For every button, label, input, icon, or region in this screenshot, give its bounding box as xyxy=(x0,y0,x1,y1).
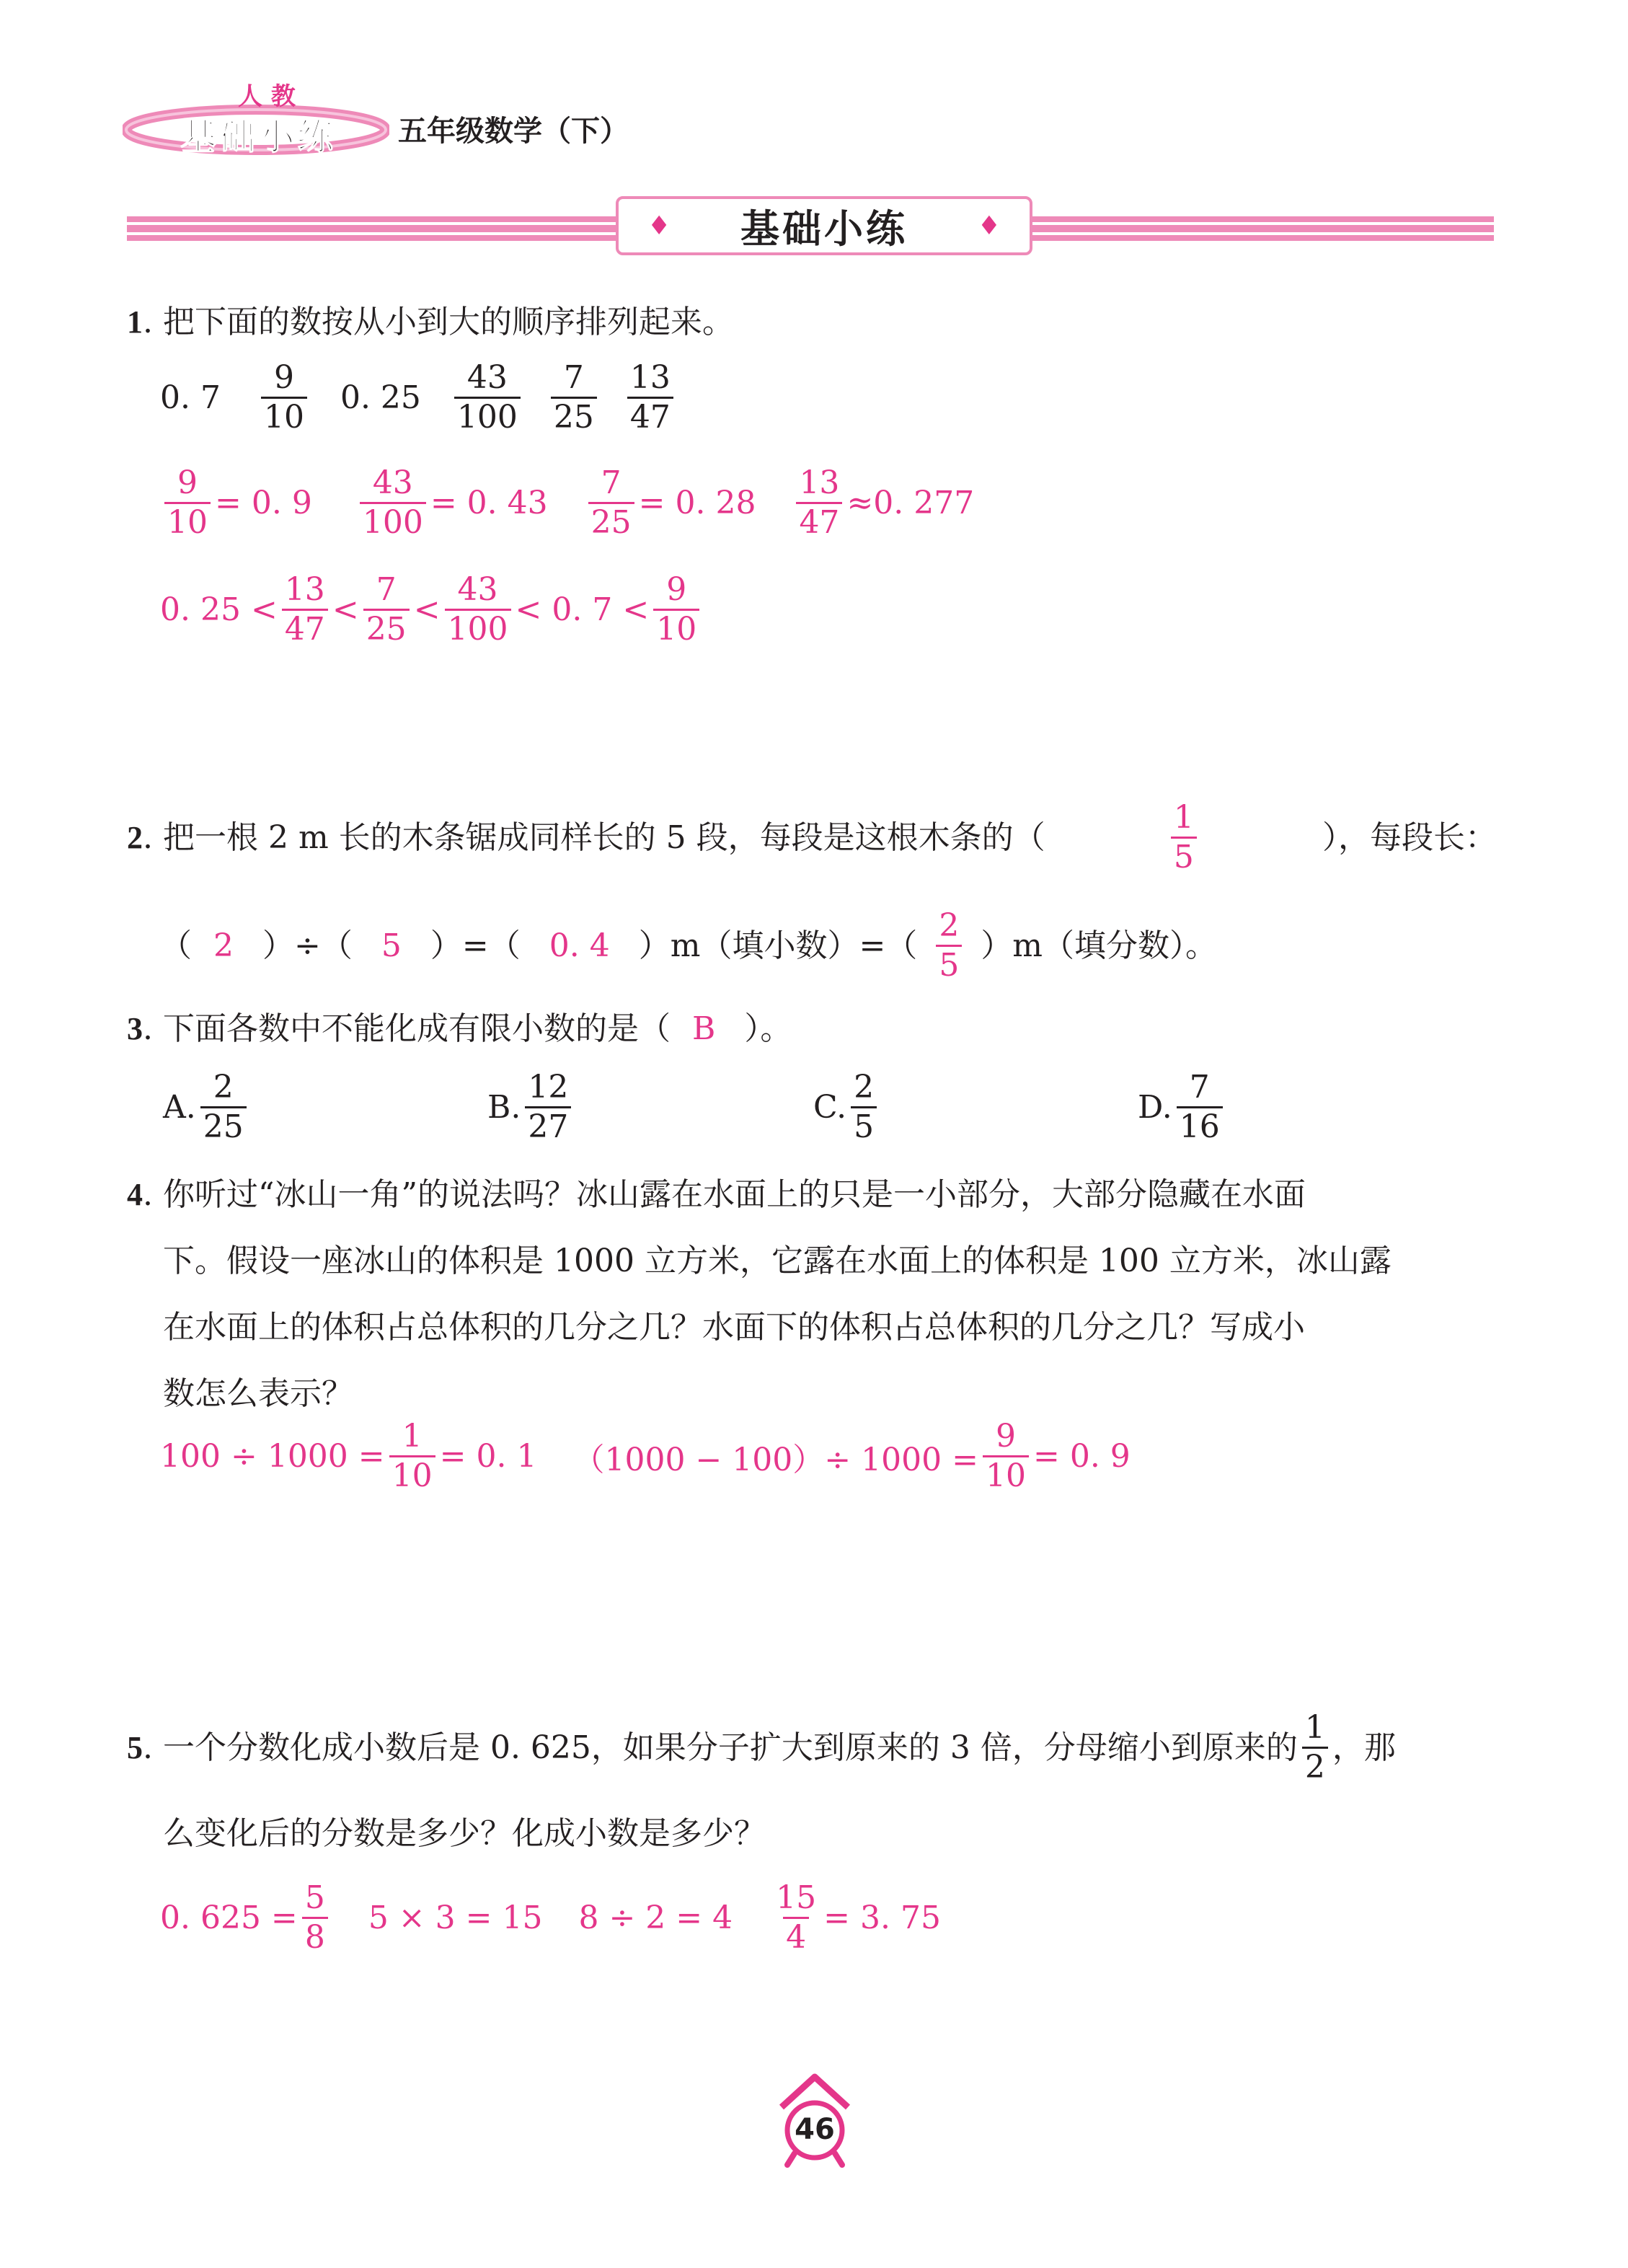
q1-item: 0. 7 xyxy=(160,379,221,416)
q1-answer-line2: 0. 25 < $\frac{13}{47}$ < $\frac{7}{25}$ < $\frac{43}{100}$ < 0. 7 < $\frac{9}{10}$ xyxy=(160,574,704,645)
q2-line2: （ 2 ）÷（ 5 ）=（ 0. 4 ）m（填小数）=（ $\frac{2}{5}$ ）m（填分数）。 xyxy=(160,907,1218,984)
q1-fraction: $\frac{9}{10}$ xyxy=(261,362,307,433)
q1-fraction: $\frac{7}{25}$ xyxy=(551,362,597,433)
q1-numbers xyxy=(160,359,678,436)
q3-option-a: A. $\frac{2}{25}$ xyxy=(163,1072,251,1143)
section-stripe-left xyxy=(127,216,617,241)
logo-top-text: 人 教 xyxy=(238,82,296,111)
q3-prompt: 3 . 下面各数中不能化成有限小数的是（ B ）。 xyxy=(127,1008,792,1050)
q2-answer-fraction: $\frac{1}{5}$ xyxy=(1171,802,1197,873)
q5-line2: 么变化后的分数是多少？化成小数是多少？ xyxy=(163,1815,766,1852)
q4-answer: 100 ÷ 1000 = $\frac{1}{10}$ = 0. 1 （1000 − 100）÷ 1000 = $\frac{9}{10}$ = 0. 9 xyxy=(160,1418,1131,1494)
q5-fraction: $\frac{1}{2}$ xyxy=(1302,1712,1328,1783)
q3-number: 3 xyxy=(127,1011,143,1046)
q4-text: 4. 你听过“冰山一角”的说法吗？冰山露在水面上的只是一小部分，大部分隐藏在水面 下。假设一座冰山的体积是 1000 立方米，它露在水面上的体积是 100 立方米，冰山露 在水面上的体积占总体积的几分之几？水面下的体积占总体积的几分之几？写成小 数怎么表示？ xyxy=(127,1176,1392,1412)
q5-line1: 5 . 一个分数化成小数后是 0. 625，如果分子扩大到原来的 3 倍，分母缩小到原来的 $\frac{1}{2}$ ，那 xyxy=(127,1709,1396,1786)
diamond-right-icon: ♦ xyxy=(977,211,1001,241)
q5-number: 5 xyxy=(127,1729,143,1765)
q1-text: . 把下面的数按从小到大的顺序排列起来。 xyxy=(143,304,734,340)
q1-prompt xyxy=(127,301,734,343)
q1-item: 0. 25 xyxy=(340,379,421,416)
q1-fraction: $\frac{43}{100}$ xyxy=(454,362,521,433)
page-number: 46 xyxy=(795,2113,835,2146)
page-number-badge xyxy=(771,2070,858,2171)
header-logo xyxy=(123,72,389,159)
section-stripe-right xyxy=(1032,216,1494,241)
q3-option-d: D. $\frac{7}{16}$ xyxy=(1138,1072,1227,1143)
q2-answer: 5 xyxy=(381,927,402,964)
q2-number: 2 xyxy=(127,819,143,855)
q3-option-b: B. $\frac{12}{27}$ xyxy=(487,1072,575,1143)
q2-line1: 2. 把一根 2 m 长的木条锯成同样长的 5 段，每段是这根木条的（ $\frac{1}{5}$ ），每段长： xyxy=(127,799,1497,875)
diamond-left-icon: ♦ xyxy=(647,211,671,241)
q2-answer: 0. 4 xyxy=(549,927,610,964)
section-title-box xyxy=(616,196,1032,255)
q1-answer-line1: $\frac{9}{10}$ = 0. 9 $\frac{43}{100}$ = 0. 43 $\frac{7}{25}$ = 0. 28 $\frac{13}{47}$ ≈0. 277 xyxy=(160,467,974,539)
q4-number: 4 xyxy=(127,1177,143,1212)
q3-answer: B xyxy=(691,1010,716,1047)
q1-number: 1 xyxy=(127,304,143,340)
section-title: 基础小练 xyxy=(740,206,908,252)
q1-fraction: $\frac{13}{47}$ xyxy=(627,362,673,433)
q5-answer: 0. 625 = $\frac{5}{8}$ 5 × 3 = 15 8 ÷ 2 = 4 $\frac{15}{4}$ = 3. 75 xyxy=(160,1879,941,1956)
q2-answer: 2 xyxy=(213,927,234,964)
q2-answer-fraction: $\frac{2}{5}$ xyxy=(936,910,962,981)
header-subject: 五年级数学（下） xyxy=(398,115,629,148)
logo-text: 基础小练 xyxy=(180,116,336,158)
q3-option-c: C. $\frac{2}{5}$ xyxy=(813,1072,881,1143)
